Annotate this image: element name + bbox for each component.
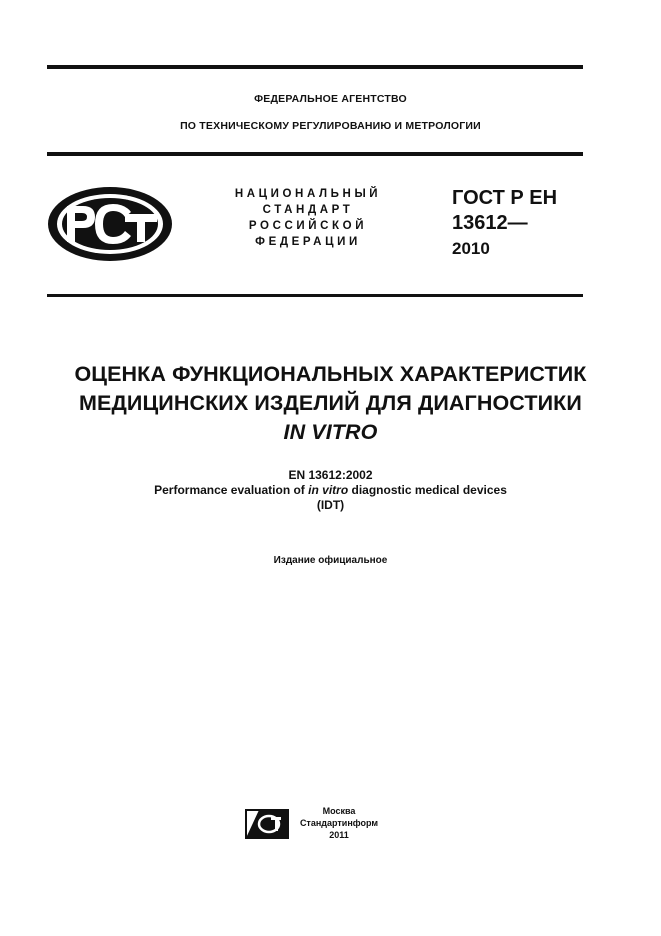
english-reference	[0, 468, 661, 513]
standartinform-logo-icon	[245, 809, 289, 839]
document-title	[0, 360, 661, 447]
designation-line-3: 2010	[452, 239, 490, 258]
agency-line-1: ФЕДЕРАЛЬНОЕ АГЕНТСТВО	[254, 93, 407, 105]
designation-line-1: ГОСТ Р ЕН	[452, 187, 558, 209]
agency-line-2: ПО ТЕХНИЧЕСКОМУ РЕГУЛИРОВАНИЮ И МЕТРОЛОГИИ	[180, 120, 481, 132]
header-rule	[47, 152, 583, 156]
block-rule	[47, 294, 583, 297]
title-line-2: МЕДИЦИНСКИХ ИЗДЕЛИЙ ДЛЯ ДИАГНОСТИКИ	[79, 391, 582, 415]
en-identity: (IDT)	[316, 498, 345, 512]
national-standard-label	[210, 186, 406, 250]
en-title-before: Performance evaluation of	[154, 483, 309, 497]
title-line-1: ОЦЕНКА ФУНКЦИОНАЛЬНЫХ ХАРАКТЕРИСТИК	[74, 362, 587, 386]
publisher-year: 2011	[329, 830, 349, 840]
publisher-city: Москва	[322, 806, 356, 816]
national-line-1: НАЦИОНАЛЬНЫЙ	[234, 188, 382, 200]
standard-designation	[452, 186, 557, 261]
top-rule	[47, 65, 583, 69]
en-title-italic: in vitro	[308, 483, 349, 497]
en-title	[0, 483, 661, 498]
publisher-block	[292, 805, 386, 841]
en-title-after: diagnostic medical devices	[348, 483, 507, 497]
national-line-3: РОССИЙСКОЙ	[248, 220, 368, 232]
designation-line-2: 13612—	[452, 212, 528, 234]
edition-label: Издание официальное	[273, 555, 388, 566]
rst-certification-mark-icon	[45, 184, 175, 264]
national-line-2: СТАНДАРТ	[262, 204, 354, 216]
en-code: EN 13612:2002	[288, 468, 373, 482]
title-line-3: IN VITRO	[283, 420, 378, 444]
national-line-4: ФЕДЕРАЦИИ	[255, 236, 361, 248]
publisher-name: Стандартинформ	[299, 818, 379, 828]
